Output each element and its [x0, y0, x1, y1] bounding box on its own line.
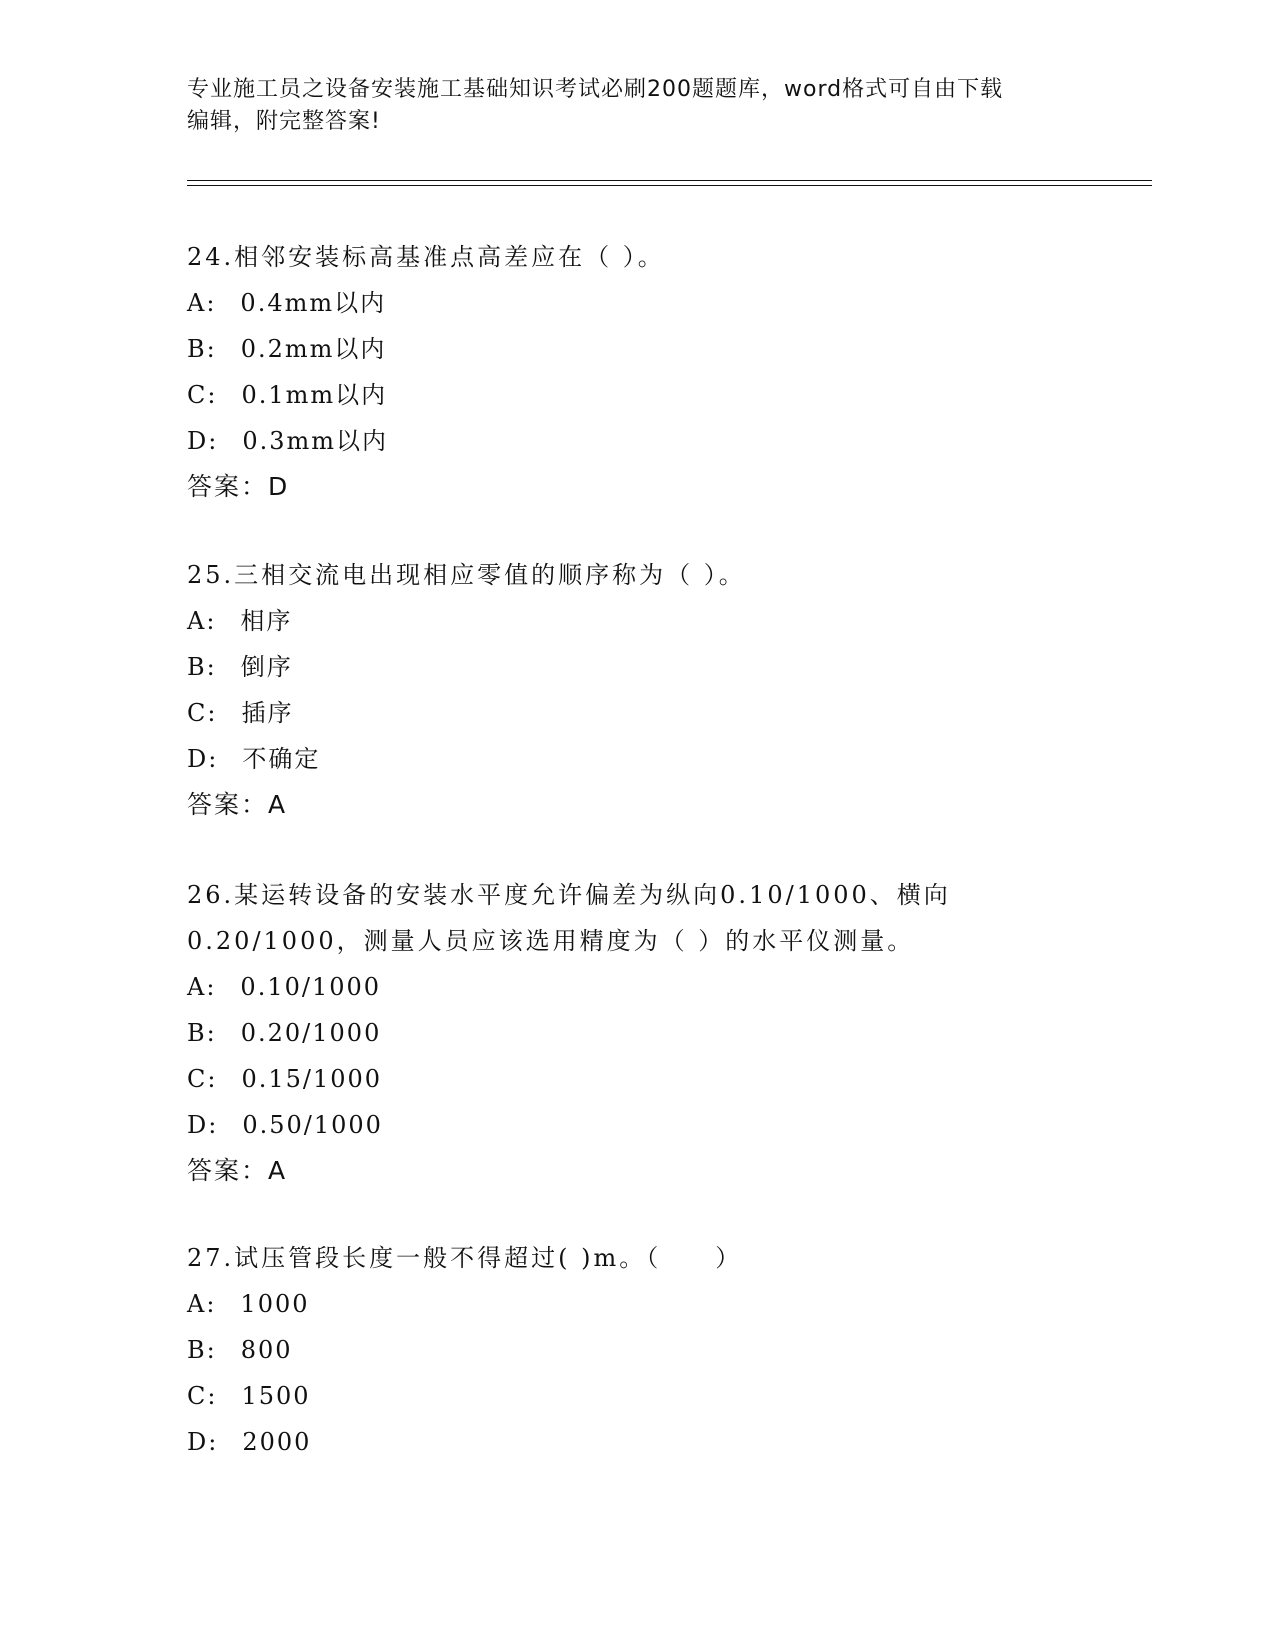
question-stem: 24.相邻安装标高基准点高差应在（ ）。 [187, 243, 665, 271]
question-26 [187, 872, 1147, 1194]
option-b [187, 644, 1147, 690]
option-text: 0.3mm以内 [242, 427, 389, 455]
question-27 [187, 1235, 1147, 1465]
header-divider-bottom [187, 185, 1152, 186]
answer-line: 答案：A [187, 790, 288, 819]
option-text: 0.20/1000 [240, 1019, 382, 1047]
question-stem-line-1: 26.某运转设备的安装水平度允许偏差为纵向0.10/1000、横向 [187, 881, 951, 909]
option-text: 2000 [242, 1428, 312, 1456]
option-text: 0.10/1000 [240, 973, 382, 1001]
option-d [187, 1419, 1147, 1465]
option-a [187, 280, 1147, 326]
option-text: 0.1mm以内 [241, 381, 388, 409]
option-text: 相序 [240, 607, 293, 635]
option-a [187, 1281, 1147, 1327]
option-a [187, 964, 1147, 1010]
option-d [187, 736, 1147, 782]
question-25 [187, 552, 1147, 828]
option-text: 插序 [241, 699, 294, 727]
option-text: 800 [240, 1336, 293, 1364]
option-letter: A: [187, 607, 217, 635]
option-letter: D: [187, 427, 219, 455]
option-letter: C: [187, 381, 218, 409]
header-divider-top [187, 180, 1152, 181]
option-text: 0.2mm以内 [240, 335, 387, 363]
option-d [187, 418, 1147, 464]
option-b [187, 1327, 1147, 1373]
option-letter: C: [187, 1065, 218, 1093]
option-text: 倒序 [240, 653, 293, 681]
option-letter: A: [187, 973, 217, 1001]
option-letter: D: [187, 1428, 219, 1456]
option-text: 0.50/1000 [242, 1111, 383, 1139]
option-c [187, 690, 1147, 736]
option-letter: B: [187, 1019, 217, 1047]
option-letter: C: [187, 699, 218, 727]
option-letter: B: [187, 653, 217, 681]
option-a [187, 598, 1147, 644]
option-c [187, 372, 1147, 418]
question-stem-line-2: 0.20/1000，测量人员应该选用精度为（ ）的水平仪测量。 [187, 927, 915, 955]
option-letter: D: [187, 1111, 219, 1139]
option-letter: C: [187, 1382, 218, 1410]
option-letter: A: [187, 1290, 217, 1318]
answer-line: 答案：A [187, 1156, 288, 1185]
option-text: 不确定 [242, 745, 321, 773]
option-b [187, 326, 1147, 372]
option-c [187, 1056, 1147, 1102]
question-stem: 25.三相交流电出现相应零值的顺序称为（ ）。 [187, 561, 746, 589]
header-title-line-2: 编辑，附完整答案! [187, 109, 381, 134]
answer-line: 答案：D [187, 472, 290, 501]
option-text: 1500 [241, 1382, 311, 1410]
header-title-line-1: 专业施工员之设备安装施工基础知识考试必刷200题题库，word格式可自由下载 [187, 77, 1004, 102]
option-letter: D: [187, 745, 219, 773]
option-text: 0.4mm以内 [240, 289, 387, 317]
question-24 [187, 234, 1147, 510]
question-stem: 27.试压管段长度一般不得超过( )m。（ ） [187, 1244, 743, 1272]
option-text: 1000 [240, 1290, 310, 1318]
option-text: 0.15/1000 [241, 1065, 383, 1093]
option-d [187, 1102, 1147, 1148]
option-letter: A: [187, 289, 217, 317]
option-b [187, 1010, 1147, 1056]
option-letter: B: [187, 1336, 217, 1364]
option-letter: B: [187, 335, 217, 363]
document-header [187, 74, 1067, 138]
option-c [187, 1373, 1147, 1419]
